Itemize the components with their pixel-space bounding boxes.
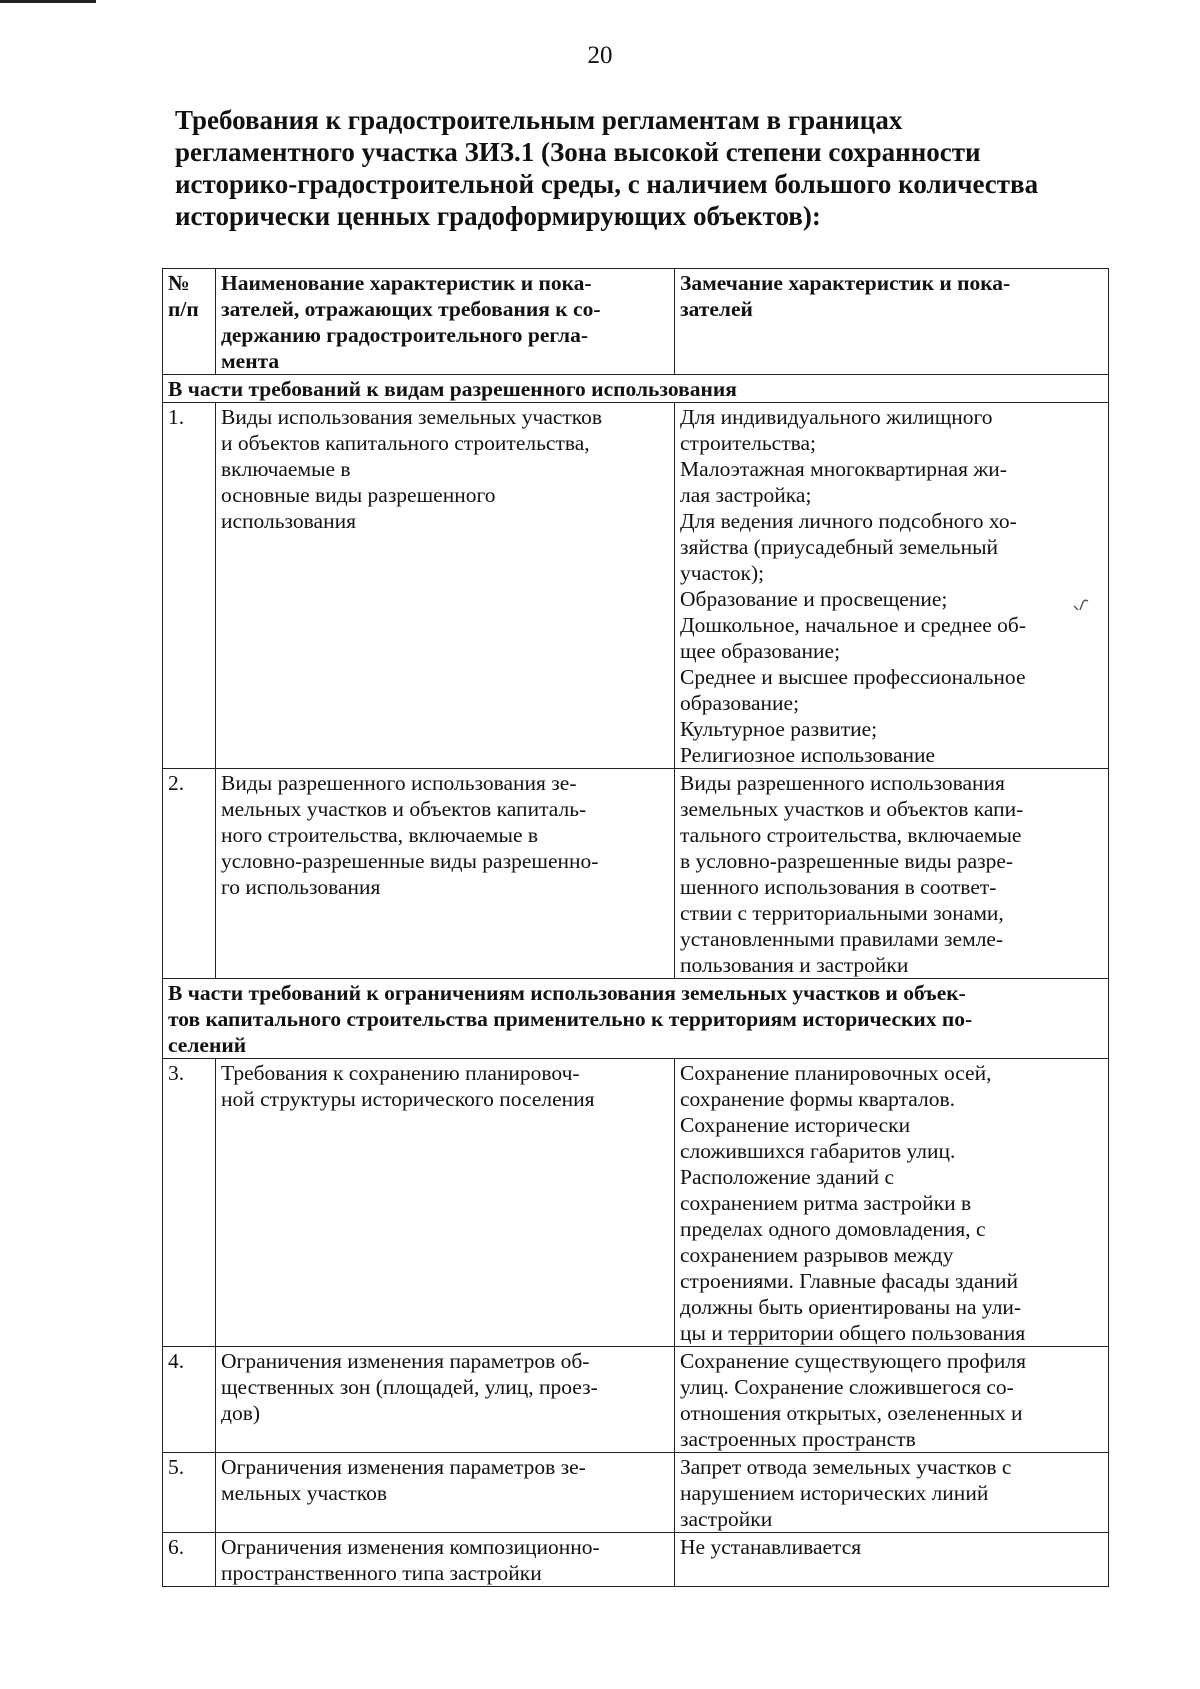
header-number: № п/п (163, 269, 216, 375)
header-note: Замечание характеристик и пока- зателей (675, 269, 1109, 375)
table-row (163, 403, 1109, 769)
page-number: 20 (587, 42, 613, 69)
row-note: Не устанавливается (675, 1533, 1109, 1587)
row-note: Сохранение существующего профиля улиц. Сохранение сложившегося со- отношения открытых, озелененных и застроенных пространств (675, 1347, 1109, 1453)
row-name: Ограничения изменения параметров об- щественных зон (площадей, улиц, проез- дов) (216, 1347, 675, 1453)
document-title: Требования к градостроительным регламентам в границах регламентного участка ЗИЗ.1 (Зона высокой степени сохранности историко-градостроительной среды, с наличием большого количества исторически ценных градоформирующих объектов): (175, 105, 1039, 231)
section-title: В части требований к ограничениям использования земельных участков и объек- тов капитального строительства применительно к территориям исторических по- селений (163, 979, 1109, 1059)
table-header-row (163, 269, 1109, 375)
row-note: Запрет отвода земельных участков с нарушением исторических линий застройки (675, 1453, 1109, 1533)
pen-mark-icon (1073, 598, 1091, 612)
section-row-restrictions (163, 979, 1109, 1059)
row-number: 6. (163, 1533, 216, 1587)
row-number: 5. (163, 1453, 216, 1533)
row-number: 3. (163, 1059, 216, 1347)
row-number: 4. (163, 1347, 216, 1453)
row-name: Виды использования земельных участков и объектов капитального строительства, включаемые в основные виды разрешенного использования (216, 403, 675, 769)
row-note: Сохранение планировочных осей, сохранение формы кварталов. Сохранение исторически сложившихся габаритов улиц. Расположение зданий с сохранением ритма застройки в пределах одного домовладения, с сохранением разрывов между строениями. Главные фасады зданий должны быть ориентированы на ули- цы и территории общего пользования (675, 1059, 1109, 1347)
table-row (163, 1533, 1109, 1587)
row-name: Ограничения изменения параметров зе- мельных участков (216, 1453, 675, 1533)
row-name: Виды разрешенного использования зе- мельных участков и объектов капиталь- ного строительства, включаемые в условно-разрешенные виды разрешенно- го использования (216, 769, 675, 979)
section-row-permitted-use (163, 375, 1109, 403)
table-row (163, 1059, 1109, 1347)
row-name: Ограничения изменения композиционно- пространственного типа застройки (216, 1533, 675, 1587)
table-row (163, 1347, 1109, 1453)
row-note: Для индивидуального жилищного строительства; Малоэтажная многоквартирная жи- лая застройка; Для ведения личного подсобного хо- зяйства (приусадебный земельный участок); Образование и просвещение; Дошкольное, начальное и среднее об- щее образование; Среднее и высшее профессиональное образование; Культурное развитие; Религиозное использование (675, 403, 1109, 769)
row-name: Требования к сохранению планировоч- ной структуры исторического поселения (216, 1059, 675, 1347)
header-name: Наименование характеристик и пока- зателей, отражающих требования к со- держанию градостроительного регла- мента (216, 269, 675, 375)
table-row (163, 769, 1109, 979)
row-number: 1. (163, 403, 216, 769)
section-title: В части требований к видам разрешенного использования (163, 375, 1109, 403)
row-number: 2. (163, 769, 216, 979)
row-note: Виды разрешенного использования земельных участков и объектов капи- тального строительства, включаемые в условно-разрешенные виды разре- шенного использования в соответ- ствии с территориальными зонами, установленными правилами земле- пользования и застройки (675, 769, 1109, 979)
top-edge-mark (0, 0, 96, 3)
requirements-table (162, 268, 1109, 1587)
table-row (163, 1453, 1109, 1533)
